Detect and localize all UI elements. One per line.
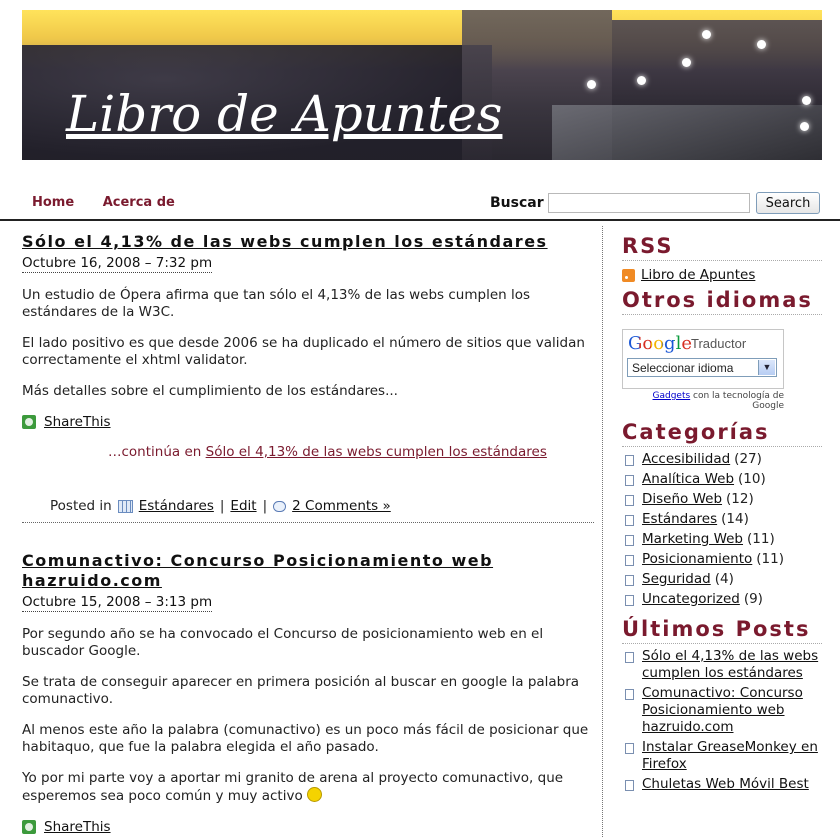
recent-post-item — [622, 648, 822, 682]
chevron-down-icon[interactable]: ▼ — [758, 360, 775, 375]
page-icon — [625, 743, 634, 754]
main-nav — [32, 195, 199, 210]
category-item — [622, 591, 822, 608]
google-logo — [628, 333, 692, 354]
search-button[interactable]: Search — [756, 192, 820, 214]
edit-link[interactable]: Edit — [230, 498, 257, 514]
main-content — [22, 232, 594, 835]
post-paragraph: El lado positivo es que desde 2006 se ha duplicado el número de sitios que validan correctamente el xhtml validator. — [22, 335, 585, 368]
category-count: (11) — [756, 551, 784, 567]
comment-icon — [273, 501, 286, 512]
category-count: (4) — [714, 571, 734, 587]
page-icon — [625, 495, 634, 506]
share-row — [22, 819, 594, 835]
page-icon — [625, 689, 634, 700]
post-paragraph: Se trata de conseguir aparecer en primera posición al buscar en google la palabra comunactivo. — [22, 674, 580, 707]
banner-light — [757, 40, 766, 49]
header-banner — [22, 10, 822, 160]
category-count: (9) — [743, 591, 763, 607]
category-item — [622, 451, 822, 468]
post-paragraph: Al menos este año la palabra (comunactivo) es un poco más fácil de posicionar que habitaquo, que fue la palabra elegida el año pasado. — [22, 722, 589, 755]
category-count: (27) — [734, 451, 762, 467]
google-logo-text: Google — [628, 333, 692, 354]
language-select[interactable] — [627, 358, 777, 377]
category-link[interactable]: Uncategorized — [642, 591, 740, 607]
banner-light — [802, 96, 811, 105]
nav-about[interactable]: Acerca de — [102, 195, 175, 210]
rss-row — [622, 267, 822, 283]
page-icon — [625, 652, 634, 663]
categories-list — [622, 451, 822, 608]
category-icon — [118, 500, 133, 513]
post — [22, 232, 594, 523]
meta-separator: | — [219, 498, 225, 514]
category-count: (14) — [721, 511, 749, 527]
meta-separator: | — [262, 498, 268, 514]
page-icon — [625, 555, 634, 566]
categories-heading: Categorías — [622, 419, 822, 447]
nav-home[interactable]: Home — [32, 195, 75, 210]
gadgets-link[interactable]: Gadgets — [652, 391, 691, 401]
rss-heading: RSS — [622, 233, 822, 261]
translator-label: Traductor — [691, 336, 747, 351]
post-paragraph: Un estudio de Ópera afirma que tan sólo el 4,13% de las webs cumplen los estándares de la W3C. — [22, 287, 531, 320]
languages-heading: Otros idiomas — [622, 287, 822, 315]
continue-reading — [22, 444, 594, 460]
post-category-link[interactable]: Estándares — [138, 498, 214, 514]
blog-title[interactable]: Libro de Apuntes — [66, 85, 503, 143]
page-icon — [625, 780, 634, 791]
category-link[interactable]: Diseño Web — [642, 491, 723, 507]
page-icon — [625, 455, 634, 466]
post-title[interactable]: Sólo el 4,13% de las webs cumplen los estándares — [22, 232, 548, 251]
category-link[interactable]: Seguridad — [642, 571, 711, 587]
category-link[interactable]: Marketing Web — [642, 531, 744, 547]
recent-post-item — [622, 739, 822, 773]
banner-light — [800, 122, 809, 131]
sidebar — [622, 233, 822, 796]
language-select-value: Seleccionar idioma — [632, 361, 734, 375]
recent-post-link[interactable]: Sólo el 4,13% de las webs cumplen los estándares — [642, 648, 819, 681]
header-divider — [0, 219, 840, 221]
posted-in-label: Posted in — [50, 498, 112, 514]
post-title[interactable]: Comunactivo: Concurso Posicionamiento web hazruido.com — [22, 551, 494, 590]
recent-posts-list — [622, 648, 822, 793]
post-paragraph — [22, 770, 594, 805]
column-divider — [602, 226, 603, 837]
category-item — [622, 571, 822, 588]
page-icon — [625, 595, 634, 606]
recent-post-item — [622, 685, 822, 736]
category-item — [622, 531, 822, 548]
category-link[interactable]: Accesibilidad — [642, 451, 731, 467]
recent-post-link[interactable]: Chuletas Web Móvil Best — [642, 776, 809, 792]
page-icon — [625, 575, 634, 586]
page-icon — [625, 535, 634, 546]
comments-link[interactable]: 2 Comments » — [292, 498, 391, 514]
share-row — [22, 414, 594, 430]
banner-light — [587, 80, 596, 89]
recent-post-link[interactable]: Comunactivo: Concurso Posicionamiento web hazruido.com — [642, 685, 803, 735]
category-item — [622, 551, 822, 568]
recent-posts-heading: Últimos Posts — [622, 616, 822, 644]
continue-link[interactable]: Sólo el 4,13% de las webs cumplen los estándares — [205, 444, 547, 460]
post-paragraph: Por segundo año se ha convocado el Concurso de posicionamiento web en el buscador Google. — [22, 626, 544, 659]
recent-post-item — [622, 776, 822, 793]
share-icon[interactable] — [22, 415, 36, 429]
category-item — [622, 471, 822, 488]
share-icon[interactable] — [22, 820, 36, 834]
post-paragraph: Más detalles sobre el cumplimiento de los estándares... — [22, 383, 398, 399]
gadgets-credit — [622, 391, 784, 411]
recent-post-link[interactable]: Instalar GreaseMonkey en Firefox — [642, 739, 818, 772]
page-icon — [625, 515, 634, 526]
share-link[interactable]: ShareThis — [44, 819, 111, 835]
post-meta — [22, 498, 594, 523]
banner-road — [552, 105, 822, 160]
post-paragraph-text: Yo por mi parte voy a aportar mi granito de arena al proyecto comunactivo, que esperemos sea poco común y muy activo — [22, 770, 564, 804]
continue-prefix: …continúa en — [108, 444, 206, 460]
category-link[interactable]: Analítica Web — [642, 471, 735, 487]
category-link[interactable]: Estándares — [642, 511, 718, 527]
share-link[interactable]: ShareThis — [44, 414, 111, 430]
category-link[interactable]: Posicionamiento — [642, 551, 753, 567]
smiley-icon — [307, 787, 322, 802]
banner-light — [682, 58, 691, 67]
post-date: Octubre 16, 2008 – 7:32 pm — [22, 255, 213, 271]
rss-link[interactable]: Libro de Apuntes — [641, 267, 756, 283]
category-item — [622, 511, 822, 528]
search-input[interactable] — [548, 193, 750, 213]
category-count: (11) — [747, 531, 775, 547]
google-translator — [622, 329, 784, 389]
rss-icon[interactable] — [622, 269, 635, 282]
category-item — [622, 491, 822, 508]
gadgets-text: con la tecnología de Google — [690, 391, 784, 411]
post — [22, 551, 594, 835]
category-count: (12) — [726, 491, 754, 507]
banner-light — [702, 30, 711, 39]
category-count: (10) — [738, 471, 766, 487]
post-date: Octubre 15, 2008 – 3:13 pm — [22, 594, 213, 610]
page-icon — [625, 475, 634, 486]
search-label: Buscar — [490, 195, 544, 211]
banner-light — [637, 76, 646, 85]
